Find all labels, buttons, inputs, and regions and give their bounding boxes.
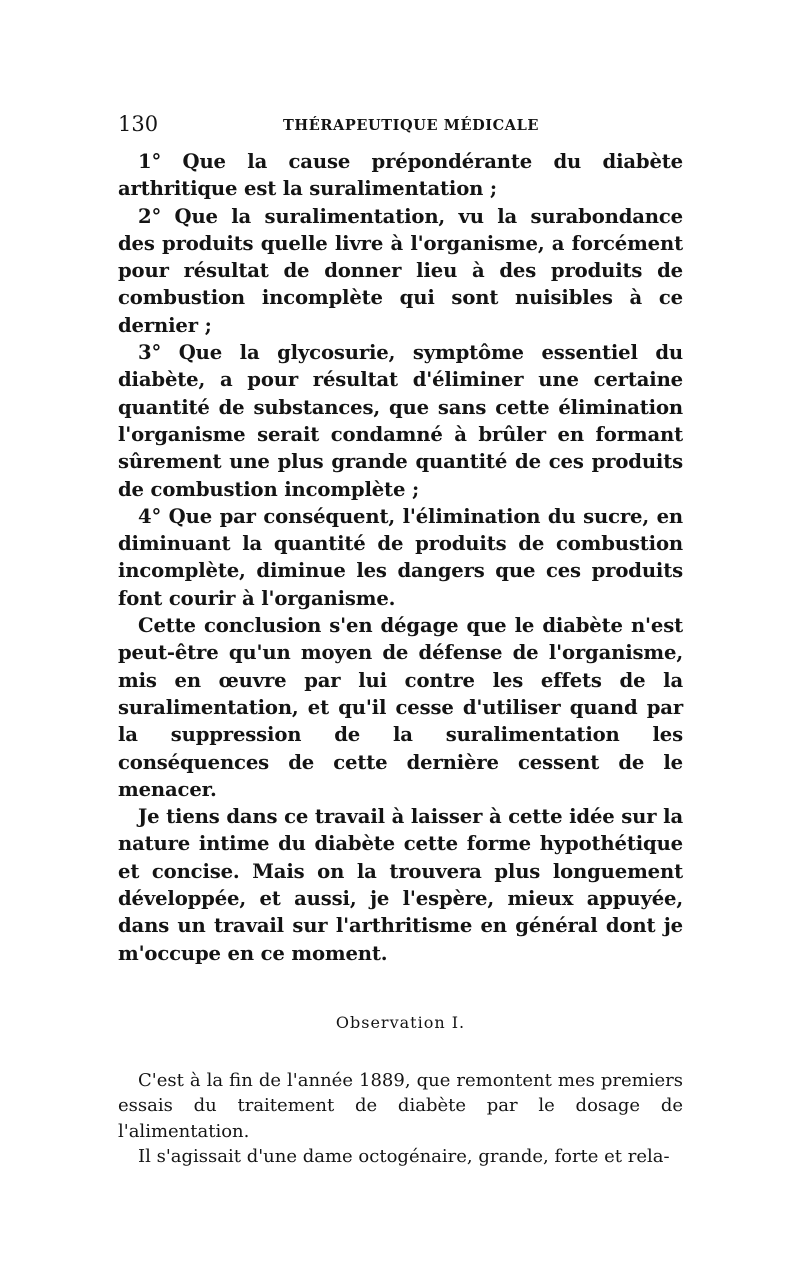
paragraph-3: 3° Que la glycosurie, symptôme essentiel du diabète, a pour résultat d'éliminer une certaine quantité de substances, que sans cette élimination l'organisme serait condamné à brûler en formant sûrement une plus grande quantité de ces produits de combustion incomplète ; [118,341,683,501]
page-header [118,112,683,148]
section-body [118,1068,683,1170]
section-paragraph-2: Il s'agissait d'une dame octogénaire, grande, forte et rela- [138,1146,670,1168]
section-title: Observation I. [335,1012,466,1032]
body-text [118,148,683,967]
paragraph-1: 1° Que la cause prépondérante du diabète arthritique est la suralimentation ; [118,150,683,201]
section-paragraph-1: C'est à la fin de l'année 1889, que remontent mes premiers essais du traitement de diabète par le dosage de l'alimentation. [118,1069,683,1142]
paragraph-4: 4° Que par conséquent, l'élimination du sucre, en diminuant la quantité de produits de combustion incomplète, diminue les dangers que ces produits font courir à l'organisme. [118,504,683,610]
page-number: 130 [118,112,159,136]
running-title: THÉRAPEUTIQUE MÉDICALE [283,117,540,134]
paragraph-5: Cette conclusion s'en dégage que le diabète n'est peut-être qu'un moyen de défense de l'organisme, mis en œuvre par lui contre les effets de la suralimentation, et qu'il cesse d'utiliser quand par la suppression de la suralimentation les conséquences de cette dernière cessent de le menacer. [118,614,683,801]
paragraph-2: 2° Que la suralimentation, vu la surabondance des produits quelle livre à l'organisme, a forcément pour résultat de donner lieu à des produits de combustion incomplète qui sont nuisibles à ce dernier ; [118,204,683,337]
book-page [118,112,683,1170]
paragraph-6: Je tiens dans ce travail à laisser à cette idée sur la nature intime du diabète cette forme hypothétique et concise. Mais on la trouvera plus longuement développée, et aussi, je l'espère, mieux appuyée, dans un travail sur l'arthritisme en général dont je m'occupe en ce moment. [118,805,683,965]
